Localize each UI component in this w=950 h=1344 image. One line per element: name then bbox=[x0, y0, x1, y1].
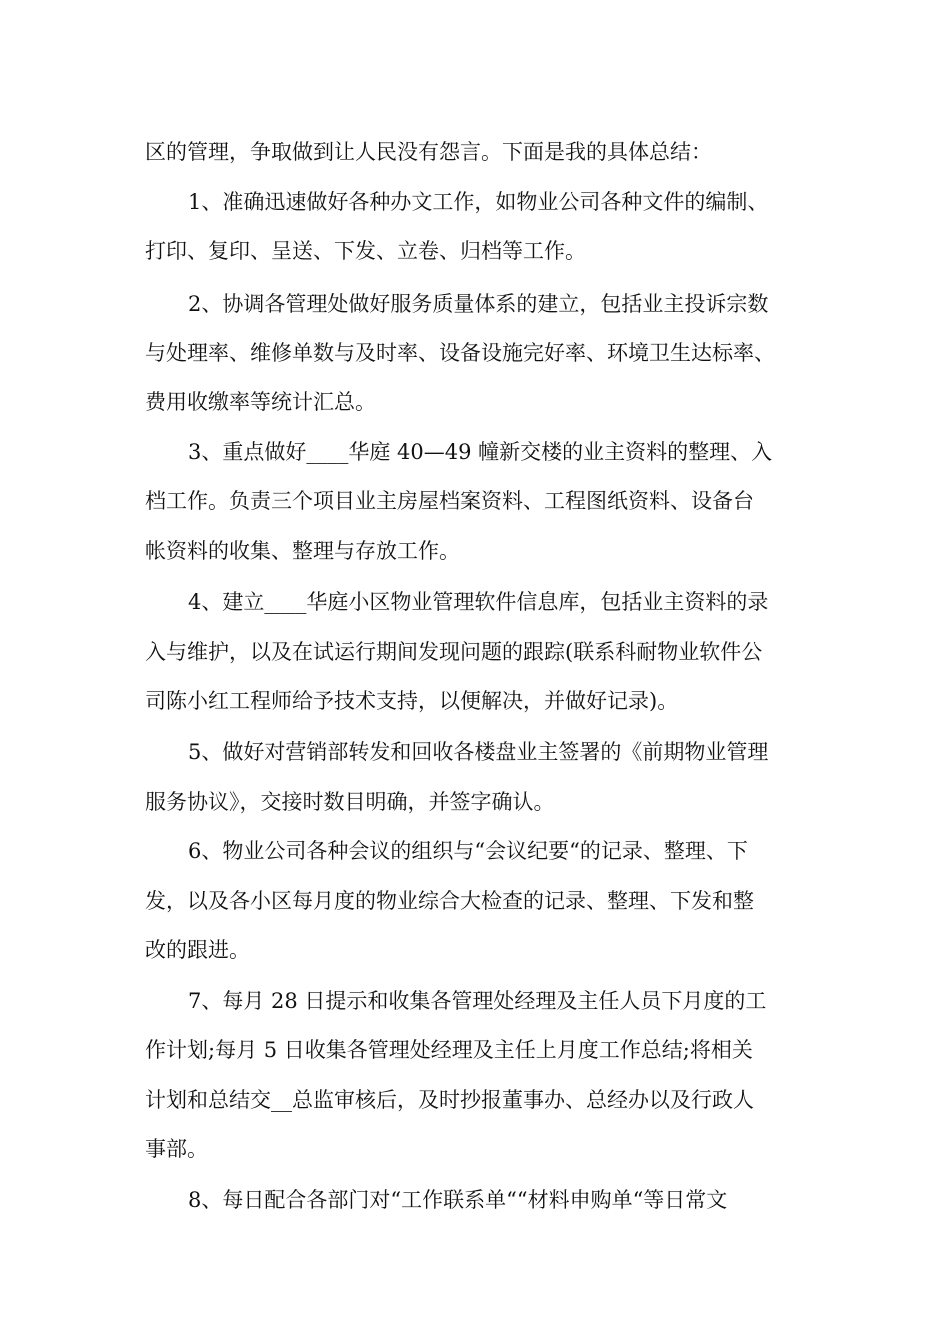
text-line: 档工作。负责三个项目业主房屋档案资料、工程图纸资料、设备台 bbox=[145, 489, 754, 513]
text-line: 2、协调各管理处做好服务质量体系的建立，包括业主投诉宗数 bbox=[188, 292, 769, 316]
text-line: 帐资料的收集、整理与存放工作。 bbox=[145, 539, 460, 563]
text-line: 区的管理，争取做到让人民没有怨言。下面是我的具体总结： bbox=[145, 140, 712, 164]
text-line: 4、建立____华庭小区物业管理软件信息库，包括业主资料的录 bbox=[188, 590, 769, 614]
text-line: 入与维护，以及在试运行期间发现问题的跟踪(联系科耐物业软件公 bbox=[145, 640, 763, 664]
text-line: 5、做好对营销部转发和回收各楼盘业主签署的《前期物业管理 bbox=[188, 740, 769, 764]
text-line: 服务协议》，交接时数目明确，并签字确认。 bbox=[145, 790, 555, 814]
text-line: 事部。 bbox=[145, 1137, 208, 1161]
text-line: 与处理率、维修单数与及时率、设备设施完好率、环境卫生达标率、 bbox=[145, 341, 775, 365]
text-line: 司陈小红工程师给予技术支持，以便解决，并做好记录)。 bbox=[145, 689, 679, 713]
text-line: 8、每日配合各部门对“工作联系单““材料申购单“等日常文 bbox=[188, 1188, 728, 1212]
text-line: 改的跟进。 bbox=[145, 938, 250, 962]
text-line: 7、每月 28 日提示和收集各管理处经理及主任人员下月度的工 bbox=[188, 989, 767, 1013]
text-line: 6、物业公司各种会议的组织与“会议纪要“的记录、整理、下 bbox=[188, 839, 748, 863]
text-line: 发，以及各小区每月度的物业综合大检查的记录、整理、下发和整 bbox=[145, 889, 754, 913]
text-line: 费用收缴率等统计汇总。 bbox=[145, 390, 376, 414]
text-line: 作计划;每月 5 日收集各管理处经理及主任上月度工作总结;将相关 bbox=[145, 1038, 753, 1062]
text-line: 3、重点做好____华庭 40—49 幢新交楼的业主资料的整理、入 bbox=[188, 440, 773, 464]
text-line: 打印、复印、呈送、下发、立卷、归档等工作。 bbox=[145, 239, 586, 263]
text-line: 1、准确迅速做好各种办文工作，如物业公司各种文件的编制、 bbox=[188, 190, 769, 214]
text-line: 计划和总结交__总监审核后，及时抄报董事办、总经办以及行政人 bbox=[145, 1088, 754, 1112]
